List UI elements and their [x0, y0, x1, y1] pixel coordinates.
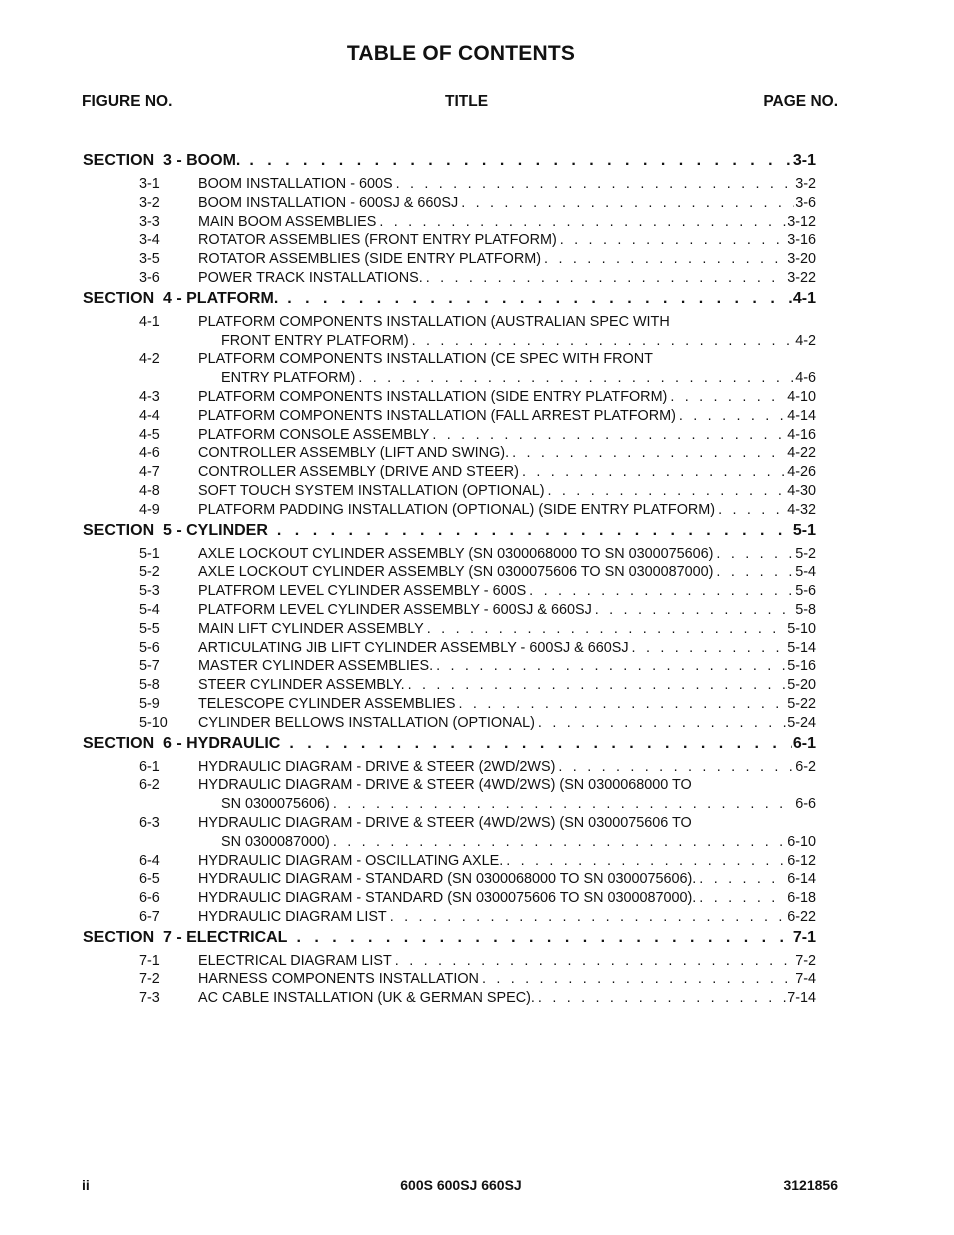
- section-heading[interactable]: [83, 150, 816, 172]
- figure-number: 3-5: [139, 251, 160, 268]
- dot-leader: [390, 908, 786, 927]
- section-title: SECTION 4 - PLATFORM.: [83, 289, 279, 307]
- figure-number: 5-1: [139, 545, 160, 562]
- entry-page-number: 3-16: [787, 232, 816, 249]
- toc-entry[interactable]: [83, 776, 816, 814]
- figure-number: 5-8: [139, 677, 160, 694]
- entry-page-number: 4-14: [787, 407, 816, 424]
- dot-leader: [538, 714, 786, 733]
- entry-title: PLATFORM COMPONENTS INSTALLATION (FALL ARREST PLATFORM): [198, 407, 676, 424]
- entry-title-line: [198, 714, 816, 733]
- figure-number: 5-7: [139, 658, 160, 675]
- dot-leader: [249, 150, 792, 172]
- column-header-title: TITLE: [445, 93, 489, 110]
- entry-title: ROTATOR ASSEMBLIES (FRONT ENTRY PLATFORM): [198, 232, 557, 249]
- section-title: SECTION 5 - CYLINDER: [83, 521, 268, 539]
- entry-title-line: [198, 952, 816, 971]
- dot-leader: [395, 952, 794, 971]
- figure-number: 3-2: [139, 194, 160, 211]
- toc-entry[interactable]: [83, 952, 816, 971]
- entry-title-line: [198, 175, 816, 194]
- dot-leader: [512, 444, 786, 463]
- toc-entry[interactable]: [83, 657, 816, 676]
- entry-page-number: 5-20: [787, 677, 816, 694]
- entry-title: ELECTRICAL DIAGRAM LIST: [198, 952, 392, 969]
- figure-number: 6-1: [139, 758, 160, 775]
- entry-title: CYLINDER BELLOWS INSTALLATION (OPTIONAL): [198, 714, 535, 731]
- toc-entry[interactable]: [83, 213, 816, 232]
- figure-number: 4-1: [139, 313, 160, 330]
- entry-title-line: [198, 870, 816, 889]
- section-page-number: 4-1: [792, 289, 816, 307]
- toc-entry[interactable]: [83, 814, 816, 852]
- toc-entry[interactable]: [83, 870, 816, 889]
- entry-page-number: 5-8: [795, 601, 816, 618]
- toc-entry[interactable]: [83, 194, 816, 213]
- toc-entry[interactable]: [83, 852, 816, 871]
- figure-number: 4-6: [139, 445, 160, 462]
- entry-page-number: 4-22: [787, 445, 816, 462]
- entry-title: MASTER CYLINDER ASSEMBLIES.: [198, 658, 434, 675]
- section-page-number: 3-1: [792, 152, 816, 169]
- figure-number: 3-4: [139, 232, 160, 249]
- figure-number: 4-8: [139, 482, 160, 499]
- figure-number: 7-1: [139, 952, 160, 969]
- entry-title: SN 0300087000): [221, 833, 330, 850]
- entry-title: AXLE LOCKOUT CYLINDER ASSEMBLY (SN 0300075606 TO SN 0300087000): [198, 564, 714, 581]
- dot-leader: [436, 657, 786, 676]
- entry-page-number: 6-14: [787, 871, 816, 888]
- toc-entry[interactable]: [83, 231, 816, 250]
- dot-leader: [716, 563, 794, 582]
- toc-entry[interactable]: [83, 758, 816, 777]
- entry-list: [83, 545, 816, 733]
- entry-title: PLATFROM LEVEL CYLINDER ASSEMBLY - 600S: [198, 583, 527, 600]
- entry-title: PLATFORM COMPONENTS INSTALLATION (SIDE ENTRY PLATFORM): [198, 388, 668, 405]
- toc-entry[interactable]: [83, 426, 816, 445]
- dot-leader: [548, 482, 787, 501]
- toc-entry[interactable]: [83, 407, 816, 426]
- entry-title-line: [198, 213, 816, 232]
- entry-title: CONTROLLER ASSEMBLY (DRIVE AND STEER): [198, 464, 519, 481]
- figure-number: 5-4: [139, 601, 160, 618]
- dot-leader: [277, 520, 792, 542]
- dot-leader: [333, 833, 786, 852]
- entry-page-number: 6-18: [787, 890, 816, 907]
- entry-title: PLATFORM CONSOLE ASSEMBLY: [198, 426, 430, 443]
- dot-leader: [426, 269, 786, 288]
- page-title: TABLE OF CONTENTS: [346, 42, 576, 65]
- entry-page-number: 6-2: [795, 758, 816, 775]
- toc-entry[interactable]: [83, 388, 816, 407]
- figure-number: 5-5: [139, 620, 160, 637]
- entry-page-number: 5-10: [787, 620, 816, 637]
- entry-page-number: 4-26: [787, 464, 816, 481]
- footer-document-number: 3121856: [783, 1177, 838, 1193]
- toc-entry[interactable]: [83, 676, 816, 695]
- toc-entry[interactable]: [83, 313, 816, 351]
- entry-title: SN 0300075606): [221, 796, 330, 813]
- entry-title-line: [198, 639, 816, 658]
- entry-title: CONTROLLER ASSEMBLY (LIFT AND SWING).: [198, 445, 510, 462]
- entry-list: [83, 313, 816, 520]
- toc-entry[interactable]: [83, 582, 816, 601]
- figure-number: 7-3: [139, 990, 160, 1007]
- entry-title-line: [198, 833, 816, 852]
- entry-page-number: 4-2: [795, 332, 816, 349]
- entry-title-line: [198, 463, 816, 482]
- entry-title-line: [198, 852, 816, 871]
- section-heading[interactable]: [83, 733, 816, 755]
- entry-title: ENTRY PLATFORM): [221, 370, 356, 387]
- dot-leader: [632, 639, 787, 658]
- entry-title-line: [198, 620, 816, 639]
- toc-entry[interactable]: [83, 601, 816, 620]
- dot-leader: [412, 332, 795, 351]
- section-heading[interactable]: [83, 927, 816, 949]
- entry-page-number: 4-6: [795, 370, 816, 387]
- dot-leader: [544, 250, 786, 269]
- entry-title-line: [198, 889, 816, 908]
- table-of-contents: [83, 150, 816, 1008]
- footer-model: 600S 600SJ 660SJ: [400, 1177, 522, 1193]
- entry-list: [83, 175, 816, 288]
- figure-number: 6-2: [139, 777, 160, 794]
- figure-number: 4-2: [139, 351, 160, 368]
- entry-title-line: [198, 231, 816, 250]
- entry-title: HYDRAULIC DIAGRAM - STANDARD (SN 0300075606 TO SN 0300087000).: [198, 890, 697, 907]
- entry-title-line: [198, 350, 816, 369]
- figure-number: 5-10: [139, 714, 168, 731]
- entry-title: AXLE LOCKOUT CYLINDER ASSEMBLY (SN 0300068000 TO SN 0300075606): [198, 545, 714, 562]
- dot-leader: [296, 927, 791, 949]
- dot-leader: [482, 970, 794, 989]
- dot-leader: [558, 758, 794, 777]
- column-header-page: PAGE NO.: [763, 93, 838, 110]
- section-page-number: 5-1: [792, 521, 816, 539]
- dot-leader: [432, 426, 786, 445]
- dot-leader: [699, 889, 786, 908]
- entry-title: STEER CYLINDER ASSEMBLY.: [198, 677, 405, 694]
- figure-number: 7-2: [139, 971, 160, 988]
- dot-leader: [595, 601, 794, 620]
- entry-page-number: 4-32: [787, 501, 816, 518]
- dot-leader: [461, 194, 794, 213]
- toc-entry[interactable]: [83, 350, 816, 388]
- toc-entry[interactable]: [83, 563, 816, 582]
- toc-entry[interactable]: [83, 908, 816, 927]
- dot-leader: [699, 870, 786, 889]
- entry-title: HYDRAULIC DIAGRAM - STANDARD (SN 0300068000 TO SN 0300075606).: [198, 871, 697, 888]
- entry-page-number: 3-20: [787, 251, 816, 268]
- entry-page-number: 6-12: [787, 852, 816, 869]
- entry-title: HYDRAULIC DIAGRAM - DRIVE & STEER (2WD/2WS): [198, 758, 556, 775]
- footer-page-number: ii: [82, 1177, 90, 1193]
- entry-title-line: [198, 657, 816, 676]
- toc-entry[interactable]: [83, 463, 816, 482]
- entry-title: ARTICULATING JIB LIFT CYLINDER ASSEMBLY - 600SJ & 660SJ: [198, 639, 629, 656]
- entry-page-number: 4-16: [787, 426, 816, 443]
- entry-title: HARNESS COMPONENTS INSTALLATION: [198, 971, 479, 988]
- dot-leader: [427, 620, 786, 639]
- toc-entry[interactable]: [83, 695, 816, 714]
- entry-title: FRONT ENTRY PLATFORM): [221, 332, 409, 349]
- entry-title-line: [198, 501, 816, 520]
- entry-page-number: 5-16: [787, 658, 816, 675]
- toc-entry[interactable]: [83, 970, 816, 989]
- entry-title: PLATFORM COMPONENTS INSTALLATION (CE SPEC WITH FRONT: [198, 351, 653, 368]
- entry-title-line: [198, 676, 816, 695]
- entry-page-number: 5-4: [795, 564, 816, 581]
- column-header-figure: FIGURE NO.: [82, 93, 173, 110]
- figure-number: 5-2: [139, 564, 160, 581]
- entry-title-line: [198, 332, 816, 351]
- toc-entry[interactable]: [83, 639, 816, 658]
- toc-entry[interactable]: [83, 269, 816, 288]
- entry-title-line: [198, 814, 816, 833]
- entry-title-line: [198, 426, 816, 445]
- dot-leader: [522, 463, 786, 482]
- entry-title-line: [198, 601, 816, 620]
- dot-leader: [670, 388, 786, 407]
- entry-title-line: [198, 970, 816, 989]
- toc-entry[interactable]: [83, 889, 816, 908]
- entry-title-line: [198, 795, 816, 814]
- section-page-number: 7-1: [792, 928, 816, 946]
- entry-title: MAIN BOOM ASSEMBLIES: [198, 213, 377, 230]
- entry-page-number: 6-10: [787, 833, 816, 850]
- dot-leader: [396, 175, 795, 194]
- toc-entry[interactable]: [83, 175, 816, 194]
- section-title: SECTION 7 - ELECTRICAL: [83, 928, 288, 946]
- entry-title: BOOM INSTALLATION - 600S: [198, 176, 393, 192]
- entry-page-number: 5-2: [795, 545, 816, 562]
- toc-entry[interactable]: [83, 714, 816, 733]
- entry-page-number: 4-30: [787, 482, 816, 499]
- entry-title-line: [198, 776, 816, 795]
- section-title: SECTION 3 - BOOM.: [83, 152, 241, 169]
- entry-title: PLATFORM PADDING INSTALLATION (OPTIONAL) (SIDE ENTRY PLATFORM): [198, 501, 716, 518]
- figure-number: 3-1: [139, 176, 160, 192]
- entry-title-line: [198, 369, 816, 388]
- entry-page-number: 6-6: [795, 796, 816, 813]
- entry-title: POWER TRACK INSTALLATIONS.: [198, 269, 423, 286]
- figure-number: 4-5: [139, 426, 160, 443]
- figure-number: 4-4: [139, 407, 160, 424]
- figure-number: 6-3: [139, 814, 160, 831]
- figure-number: 5-9: [139, 695, 160, 712]
- toc-entry[interactable]: [83, 444, 816, 463]
- entry-title-line: [198, 695, 816, 714]
- entry-title-line: [198, 407, 816, 426]
- entry-title-line: [198, 563, 816, 582]
- entry-title-line: [198, 269, 816, 288]
- entry-page-number: 3-6: [795, 194, 816, 211]
- toc-entry[interactable]: [83, 620, 816, 639]
- entry-page-number: 4-10: [787, 388, 816, 405]
- entry-page-number: 6-22: [787, 908, 816, 925]
- dot-leader: [718, 501, 786, 520]
- toc-entry[interactable]: [83, 545, 816, 564]
- figure-number: 6-6: [139, 890, 160, 907]
- entry-list: [83, 952, 816, 1008]
- toc-entry[interactable]: [83, 501, 816, 520]
- entry-title: HYDRAULIC DIAGRAM - DRIVE & STEER (4WD/2WS) (SN 0300075606 TO: [198, 814, 692, 831]
- dot-leader: [716, 545, 794, 564]
- entry-title: ROTATOR ASSEMBLIES (SIDE ENTRY PLATFORM): [198, 251, 542, 268]
- figure-number: 5-6: [139, 639, 160, 656]
- entry-title-line: [198, 758, 816, 777]
- dot-leader: [560, 231, 786, 250]
- toc-entry[interactable]: [83, 989, 816, 1008]
- entry-page-number: 7-2: [795, 952, 816, 969]
- entry-page-number: 3-22: [787, 269, 816, 286]
- entry-title: PLATFORM COMPONENTS INSTALLATION (AUSTRALIAN SPEC WITH: [198, 313, 670, 330]
- entry-title-line: [198, 388, 816, 407]
- section-title: SECTION 6 - HYDRAULIC: [83, 734, 281, 752]
- entry-title: AC CABLE INSTALLATION (UK & GERMAN SPEC).: [198, 990, 535, 1007]
- figure-number: 3-3: [139, 213, 160, 230]
- entry-title-line: [198, 908, 816, 927]
- section-heading[interactable]: [83, 520, 816, 542]
- figure-number: 5-3: [139, 583, 160, 600]
- entry-title-line: [198, 194, 816, 213]
- entry-title-line: [198, 989, 816, 1008]
- entry-page-number: 5-6: [795, 583, 816, 600]
- entry-list: [83, 758, 816, 927]
- dot-leader: [333, 795, 794, 814]
- entry-page-number: 7-14: [787, 990, 816, 1007]
- dot-leader: [538, 989, 786, 1008]
- entry-title-line: [198, 250, 816, 269]
- dot-leader: [459, 695, 787, 714]
- toc-section: [83, 520, 816, 733]
- entry-page-number: 5-24: [787, 714, 816, 731]
- toc-section: [83, 150, 816, 288]
- entry-title-line: [198, 545, 816, 564]
- entry-title-line: [198, 482, 816, 501]
- entry-title: HYDRAULIC DIAGRAM - DRIVE & STEER (4WD/2WS) (SN 0300068000 TO: [198, 777, 692, 794]
- dot-leader: [287, 288, 792, 310]
- toc-section: [83, 733, 816, 927]
- entry-title-line: [198, 313, 816, 332]
- dot-leader: [289, 733, 792, 755]
- toc-entry[interactable]: [83, 482, 816, 501]
- dot-leader: [379, 213, 786, 232]
- figure-number: 6-7: [139, 908, 160, 925]
- figure-number: 3-6: [139, 269, 160, 286]
- entry-title: PLATFORM LEVEL CYLINDER ASSEMBLY - 600SJ & 660SJ: [198, 601, 592, 618]
- section-page-number: 6-1: [792, 734, 816, 752]
- dot-leader: [529, 582, 794, 601]
- entry-title: TELESCOPE CYLINDER ASSEMBLIES: [198, 695, 456, 712]
- section-heading[interactable]: [83, 288, 816, 310]
- entry-page-number: 5-14: [787, 639, 816, 656]
- toc-section: [83, 288, 816, 520]
- entry-title: SOFT TOUCH SYSTEM INSTALLATION (OPTIONAL): [198, 482, 545, 499]
- figure-number: 4-7: [139, 464, 160, 481]
- figure-number: 4-9: [139, 501, 160, 518]
- entry-title-line: [198, 444, 816, 463]
- entry-page-number: 7-4: [795, 971, 816, 988]
- dot-leader: [679, 407, 786, 426]
- dot-leader: [358, 369, 794, 388]
- entry-title: HYDRAULIC DIAGRAM - OSCILLATING AXLE.: [198, 852, 504, 869]
- entry-title-line: [198, 582, 816, 601]
- entry-title: MAIN LIFT CYLINDER ASSEMBLY: [198, 620, 424, 637]
- entry-page-number: 5-22: [787, 695, 816, 712]
- entry-page-number: 3-12: [787, 213, 816, 230]
- toc-entry[interactable]: [83, 250, 816, 269]
- dot-leader: [408, 676, 787, 695]
- figure-number: 4-3: [139, 388, 160, 405]
- figure-number: 6-5: [139, 871, 160, 888]
- entry-title: BOOM INSTALLATION - 600SJ & 660SJ: [198, 194, 459, 211]
- entry-page-number: 3-2: [795, 176, 816, 192]
- figure-number: 6-4: [139, 852, 160, 869]
- toc-section: [83, 927, 816, 1008]
- entry-title: HYDRAULIC DIAGRAM LIST: [198, 908, 387, 925]
- dot-leader: [506, 852, 786, 871]
